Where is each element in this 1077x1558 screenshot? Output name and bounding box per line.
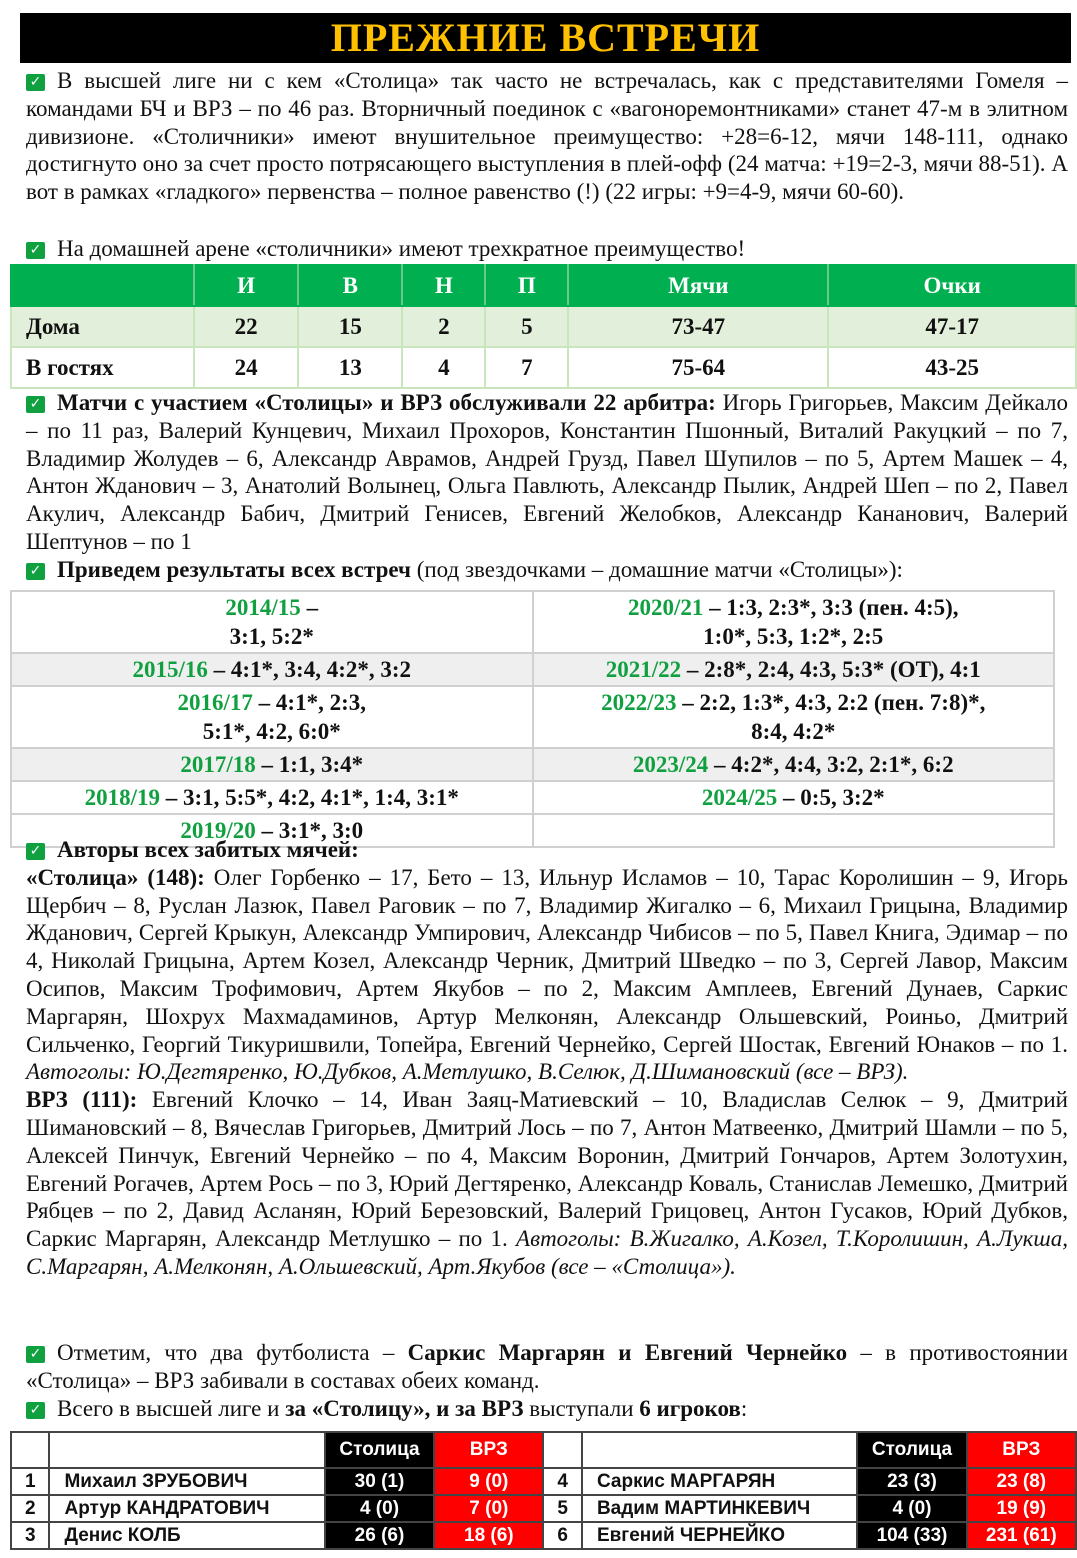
cell: 15 [298,306,402,347]
player-name: Михаил ЗРУБОВИЧ [49,1468,324,1495]
dual-scorers-note [26,1339,1068,1395]
row-label: В гостях [11,347,194,388]
cell: 13 [298,347,402,388]
header-cell: Мячи [568,265,828,306]
results-note: (под звездочками – домашние матчи «Столицы»): [410,557,903,582]
season-scores: – 2:8*, 2:4, 4:3, 5:3* (ОТ), 4:1 [681,657,981,682]
season-label: 2021/22 [605,657,682,682]
column-vrz: ВРЗ [434,1432,543,1468]
note-bold: за «Столицу», и за ВРЗ [285,1396,524,1421]
results-row [11,686,1054,748]
players-header-row [11,1432,1076,1468]
vrz-stats: 18 (6) [434,1522,543,1549]
scorers-section [26,836,1068,1281]
cell: 75-64 [568,347,828,388]
results-heading: Приведем результаты всех встреч [57,557,411,582]
row-label: Дома [11,306,194,347]
season-scores: – 0:5, 3:2* [777,785,885,810]
player-name: Денис КОЛБ [49,1522,324,1549]
season-label: 2022/23 [601,690,677,715]
player-number: 5 [543,1495,581,1522]
player-name: Вадим МАРТИНКЕВИЧ [582,1495,857,1522]
header-cell: П [485,265,568,306]
scorers-heading: Авторы всех забитых мячей: [57,837,359,862]
cell: 47-17 [828,306,1076,347]
season-label: 2016/17 [177,690,253,715]
table-row [11,1522,1076,1549]
results-table [10,590,1055,848]
player-number: 6 [543,1522,581,1549]
header-cell: В [298,265,402,306]
stolitsa-stats: 30 (1) [325,1468,434,1495]
results-cell [11,591,533,653]
season-label: 2020/21 [627,595,704,620]
season-scores: – 4:1*, 2:3, 5:1*, 4:2, 6:0* [202,690,366,744]
season-label: 2017/18 [180,752,256,777]
players-count: 6 игроков [639,1396,741,1421]
stolitsa-stats: 4 (0) [325,1495,434,1522]
cell: 22 [194,306,298,347]
check-icon: ✓ [26,843,45,860]
intro-text: В высшей лиге ни с кем «Столица» так часто не встречалась, как с представителями Гомеля – командами БЧ и ВРЗ – по 46 раз. Вторничный поединок с «вагоноремонтниками» станет 47-м в элитном дивизионе. «Столичники» имеют внушительное преимущество: +28=6-12, мячи 148-111, однако достигнуто оно за счет просто потрясающего выступления в плей-офф (24 матча: +19=2-3, мячи 88-51). А вот в рамках «гладкого» первенства – полное равенство (!) (22 игры: +9=4-9, мячи 60-60). [26,68,1068,205]
home-note [26,235,1068,263]
header-cell [11,265,194,306]
check-icon: ✓ [26,1346,45,1363]
page-title: ПРЕЖНИЕ ВСТРЕЧИ [20,13,1071,63]
cell: 43-25 [828,347,1076,388]
column-stolitsa: Столица [325,1432,434,1468]
vrz-stats: 9 (0) [434,1468,543,1495]
results-cell [11,781,533,814]
results-cell [533,686,1055,748]
season-scores: – 2:2, 1:3*, 4:3, 2:2 (пен. 7:8)*, 8:4, 4:2* [682,690,986,744]
header-cell: И [194,265,298,306]
stolitsa-stats: 26 (6) [325,1522,434,1549]
results-cell [533,748,1055,781]
vrz-stats: 19 (9) [967,1495,1076,1522]
empty-cell [543,1432,581,1468]
season-label: 2024/25 [701,785,778,810]
note-text: выступали [523,1396,640,1421]
both-clubs-note [26,1395,1068,1423]
stolitsa-scorers-text: Олег Горбенко – 17, Бето – 13, Ильнур Исламов – 10, Тарас Королишин – 9, Игорь Щербич – 8, Руслан Лазюк, Павел Раговик – по 7, Владимир Жигалко – 6, Михаил Грицына, Владимир Жданович, Сергей Крыкун, Александр Умпирович, Александр Чибисов – по 5, Павел Книга, Эдимар – по 4, Николай Грицына, Артем Козел, Александр Черник, Дмитрий Шведко – по 3, Сергей Лавор, Максим Осипов, Максим Трофимович, Артем Якубов – по 2, Максим Амплеев, Евгений Дунаев, Саркис Маргарян, Шохрух Махмадаминов, Артур Мелконян, Александр Ольшевский, Роиньо, Дмитрий Сильченко, Георгий Тикуришвили, Топейра, Евгений Чернейко, Сергей Шостак, Евгений Юнаков – по 1. [26,864,1068,1057]
cell: 24 [194,347,298,388]
results-cell [11,686,533,748]
check-icon: ✓ [26,1402,45,1419]
note-text: : [740,1396,748,1421]
check-icon: ✓ [26,74,45,91]
results-cell [533,653,1055,686]
stolitsa-scorers-label: «Столица» (148): [26,864,205,890]
cell: 4 [402,347,485,388]
note-text: Всего в высшей лиге и [57,1396,286,1421]
season-scores: – 3:1*, 3:0 [255,818,364,843]
results-cell [533,781,1055,814]
players-both-clubs-table [10,1431,1077,1550]
vrz-scorers-text: Евгений Клочко – 14, Иван Заяц-Матиевский – 10, Владислав Селюк – 9, Дмитрий Шимановский – 8, Вячеслав Григорьев, Дмитрий Лось – по 7, Антон Матвеенко, Дмитрий Шамли – по 5, Алексей Пинчук, Евгений Чернейко – по 4, Максим Воронин, Дмитрий Гончаров, Артем Золотухин, Евгений Рогачев, Артем Рось – по 3, Юрий Дегтяренко, Александр Коваль, Станислав Лемешко, Дмитрий Рябцев – по 2, Давид Асланян, Юрий Березовский, Валерий Грицовец, Антон Гусаков, Юрий Дубков, Саркис Маргарян, Александр Метлушко – по 1. [26,1087,1068,1252]
results-cell [533,591,1055,653]
stolitsa-stats: 4 (0) [857,1495,966,1522]
vrz-stats: 7 (0) [434,1495,543,1522]
table-row [11,1495,1076,1522]
season-scores: – 1:1, 3:4* [255,752,364,777]
season-label: 2015/16 [132,657,208,682]
note-text: – в противостоянии «Столица» – ВРЗ забивали в составах обеих команд. [26,1340,1068,1393]
results-cell [11,748,533,781]
vrz-stats: 23 (8) [967,1468,1076,1495]
home-note-text: На домашней арене «столичники» имеют трехкратное преимущество! [57,236,746,261]
results-row [11,781,1054,814]
table-row [11,306,1076,347]
cell: 7 [485,347,568,388]
table-row [11,347,1076,388]
referees-paragraph [26,389,1068,556]
season-label: 2019/20 [180,818,256,843]
season-label: 2018/19 [84,785,160,810]
results-row [11,653,1054,686]
player-name: Артур КАНДРАТОВИЧ [49,1495,324,1522]
cell: 5 [485,306,568,347]
intro-paragraph [26,67,1068,206]
player-number: 3 [11,1522,49,1549]
empty-cell [11,1432,49,1468]
vrz-scorers-label: ВРЗ (111): [26,1087,138,1113]
note-players: Саркис Маргарян и Евгений Чернейко [407,1340,848,1365]
stolitsa-stats: 23 (3) [857,1468,966,1495]
season-scores: – 3:1, 5:2* [229,595,319,649]
stolitsa-stats: 104 (33) [857,1522,966,1549]
results-intro [26,556,1068,584]
player-number: 1 [11,1468,49,1495]
empty-cell [49,1432,324,1468]
results-row [11,591,1054,653]
table-header-row [11,265,1076,306]
season-label: 2014/15 [225,595,301,620]
check-icon: ✓ [26,563,45,580]
results-cell [11,653,533,686]
season-scores: – 4:2*, 4:4, 3:2, 2:1*, 6:2 [708,752,954,777]
season-scores: – 1:3, 2:3*, 3:3 (пен. 4:5), 1:0*, 5:3, 1:2*, 2:5 [703,595,959,649]
empty-cell [582,1432,857,1468]
player-name: Евгений ЧЕРНЕЙКО [582,1522,857,1549]
note-text: Отметим, что два футболиста – [57,1340,408,1365]
cell: 2 [402,306,485,347]
referees-heading: Матчи с участием «Столицы» и ВРЗ обслуживали 22 арбитра: [57,390,716,415]
cell: 73-47 [568,306,828,347]
player-number: 4 [543,1468,581,1495]
vrz-own-goals: Автоголы: В.Жигалко, А.Козел, Т.Королишин, А.Лукша, С.Маргарян, А.Мелконян, А.Ольшевский, Арт.Якубов (все – «Столица»). [26,1226,1068,1279]
check-icon: ✓ [26,396,45,413]
header-cell: Н [402,265,485,306]
referees-text: Игорь Григорьев, Максим Дейкало – по 11 раз, Валерий Кунцевич, Михаил Прохоров, Константин Пшонный, Виталий Ракуцкий – по 7, Владимир Жолудев – 6, Александр Аврамов, Андрей Грузд, Павел Шупилов – по 5, Артем Машек – 4, Антон Жданович – 3, Анатолий Волынец, Ольга Павлють, Александр Пылик, Андрей Шеп – по 2, Павел Акулич, Александр Бабич, Дмитрий Генисев, Евгений Желобков, Александр Кананович, Валерий Шептунов – по 1 [26,390,1068,554]
column-vrz: ВРЗ [967,1432,1076,1468]
check-icon: ✓ [26,242,45,259]
vrz-stats: 231 (61) [967,1522,1076,1549]
player-name: Саркис МАРГАРЯН [582,1468,857,1495]
season-scores: – 3:1, 5:5*, 4:2, 4:1*, 1:4, 3:1* [159,785,459,810]
player-number: 2 [11,1495,49,1522]
season-label: 2023/24 [632,752,709,777]
results-row [11,748,1054,781]
table-row [11,1468,1076,1495]
home-away-stats-table [10,264,1077,389]
column-stolitsa: Столица [857,1432,966,1468]
season-scores: – 4:1*, 3:4, 4:2*, 3:2 [207,657,412,682]
header-cell: Очки [828,265,1076,306]
stolitsa-own-goals: Автоголы: Ю.Дегтяренко, Ю.Дубков, А.Метлушко, В.Селюк, Д.Шимановский (все – ВРЗ). [26,1059,909,1085]
